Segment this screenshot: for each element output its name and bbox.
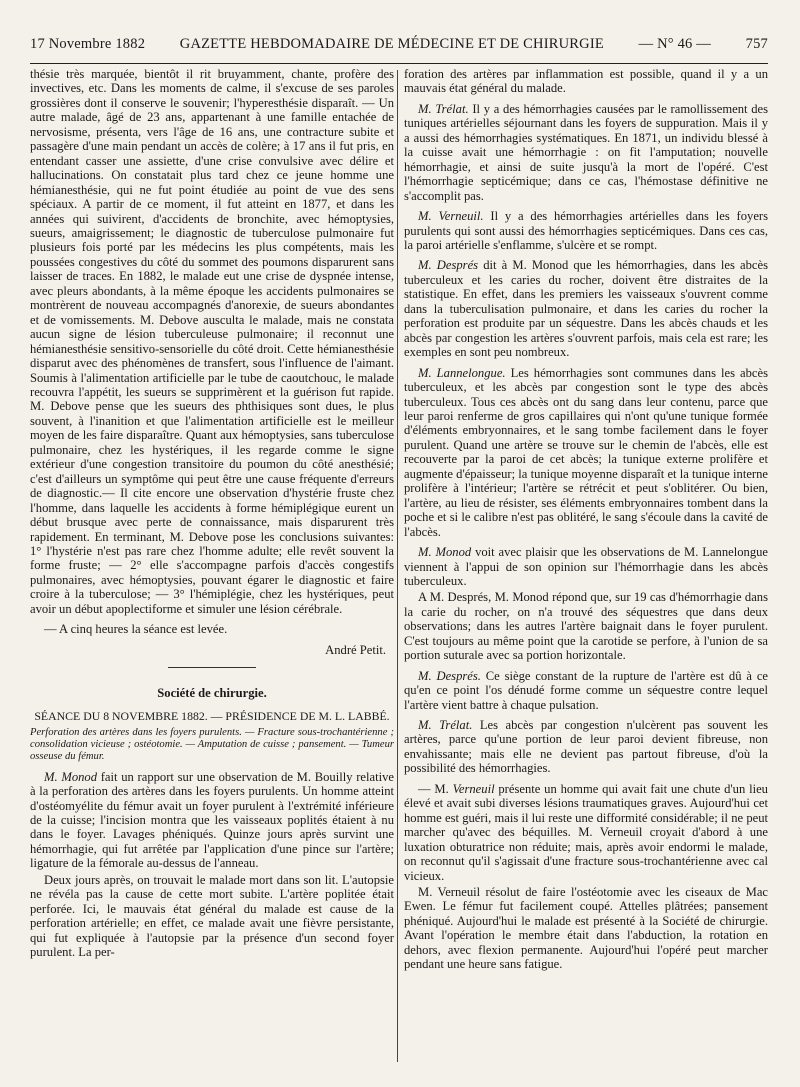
paragraph: [404, 102, 768, 203]
paragraph: [404, 718, 768, 776]
running-header: [30, 36, 768, 60]
speaker-name: M. Lannelongue.: [418, 365, 506, 380]
dash-prefix: — M.: [418, 781, 453, 796]
paragraph-text: fait un rapport sur une observation de M. Bouilly relative à la perforation des artères dans les foyers purulents. Un homme atteint d'ostéomyélite du fémur avait un foyer purulent à l'extrémité inférieure de la cuisse; l'incision montra que les vaisseaux poplités étaient à nu dans le foyer. Lavages phéniqués. Quinze jours après survint une hémorrhagie, qui fut arrêtée par l'application d'une pince sur l'artère; ligature de la fémorale au-dessus de l'anneau.: [30, 769, 394, 871]
paragraph-text: Les abcès par congestion n'ulcèrent pas souvent les artères, parce qu'une portion de leur paroi devient fibreuse, non envahissante; mais elle ne devient pas partout fibreuse, d'où la possibilité des hémorrhagies.: [404, 718, 768, 776]
section-divider: [168, 667, 256, 668]
speaker-name: M. Després: [418, 258, 479, 273]
session-summary: Perforation des artères dans les foyers purulents. — Fracture sous-trochantérienne ; consolidation vicieuse ; ostéotomie. — Amputation de cuisse ; pansement. — Tumeur osseuse du fémur.: [30, 727, 394, 763]
column-divider: [397, 70, 398, 1062]
speaker-name: M. Després.: [418, 668, 481, 683]
speaker-name: M. Trélat.: [418, 718, 473, 733]
paragraph-text: dit à M. Monod que les hémorrhagies, dans les abcès tuberculeux et les caries du rocher, doivent être distraites de la statistique. En effet, dans les premiers les vaisseaux s'ouvrent comme dans la tuberculisation pulmonaire, et dans les caries du rocher la perforation est produite par un séquestre. Dans les abcès chauds et les abcès par congestion les artères s'ouvrent parfois, mais cela est rare; les exemples en sont peu nombreux.: [404, 258, 768, 360]
speaker-name: Verneuil: [452, 781, 495, 796]
paragraph: [404, 545, 768, 588]
right-column: [404, 67, 768, 974]
signature: André Petit.: [325, 642, 386, 657]
paragraph: [404, 669, 768, 712]
paragraph-text: Ce siège constant de la rupture de l'artère est dû à ce qu'en ce point l'os dénudé forme comme un séquestre contre lequel l'artère vient battre à chaque pulsation.: [404, 668, 768, 712]
header-rule: [30, 63, 768, 64]
speaker-name: M. Monod: [44, 769, 98, 784]
paragraph: M. Verneuil résolut de faire l'ostéotomie avec les ciseaux de Mac Ewen. Le fémur fut facilement coupé. Attelles plâtrées; pansement phéniqué. Aujourd'hui le malade est présenté à la Société de chirurgie. Avant l'opération le membre était dans l'abduction, la rotation en dehors, avec flexion permanente. Aujourd'hui l'opéré peut marcher pendant une heure sans fatigue.: [404, 885, 768, 972]
paragraph: Deux jours après, on trouvait le malade mort dans son lit. L'autopsie ne révéla pas la cause de cette mort subite. L'artère poplitée était perforée. Ici, le mauvais état général du malade est cause de la perforation artérielle; en effet, ce malade avait une fièvre persistante, qui fut expliquée à l'autopsie par la présence d'un second foyer purulent. La per-: [30, 872, 394, 960]
left-column: [30, 67, 394, 962]
paragraph: [30, 770, 394, 871]
header-issue-number: — N° 46 —: [638, 36, 712, 52]
paragraph-text: présente un homme qui avait fait une chute d'un lieu élevé et avait subi diverses lésions traumatiques graves. Aujourd'hui cet homme est guéri, mais il lui reste une difformité considérable; il ne peut marcher qu'avec des béquilles. M. Verneuil croyait d'abord à une luxation obturatrice non réduite; mais, après avoir endormi le malade, on reconnut qu'il s'agissait d'une fracture sous-trochantérienne avec cal vicieux.: [404, 781, 768, 883]
paragraph: [404, 782, 768, 883]
paragraph-text: Les hémorrhagies sont communes dans les abcès tuberculeux, et les abcès par congestion sont le type des abcès tuberculeux. Tous ces abcès ont du sang dans leur contenu, parce que leur paroi renferme de gros capillaires qui n'ont qu'une tunique formée d'éléments embryonnaires, et le sang tombe facilement dans le foyer purulent. Quand une artère se trouve sur le chemin de l'abcès, elle est recouverte par la paroi de cet abcès; la tunique externe prolifère et augmente d'épaisseur; la tunique moyenne disparaît et la tunique interne prolifère à l'intérieur; l'artère se rétrécit et peut s'oblitérer. Ou bien, l'artère, au lieu de résister, ses éléments embryonnaires tombent dans la poche et si le calibre n'est pas oblitéré, le sang s'écoule dans la cavité de l'abcès.: [404, 365, 768, 539]
paragraph-text: Il y a des hémorrhagies causées par le ramollissement des tuniques artérielles séjournant dans les foyers de suppuration. Mais il y a aussi des hémorrhagies systématiques. En 1871, un individu blessé à la cuisse avait une hémorrhagie : on fit l'amputation; nouvelle hémorrhagie, et ainsi de suite jusqu'à la mort de l'opéré. C'est l'hémorrhagie septicémique; dans ce cas, l'hémostase définitive ne s'accomplit pas.: [404, 101, 769, 203]
header-date: 17 Novembre 1882: [30, 36, 146, 52]
paragraph: thésie très marquée, bientôt il rit bruyamment, chante, profère des invectives, etc. Dans les moments de calme, il s'excuse de ses paroles grossières dont il conserve le souvenir; l'hyperesthésie disparaît. — Un autre malade, âgé de 23 ans, appartenant à une famille entachée de nervosisme, présenta, vers l'âge de 16 ans, une contracture subite et passagère d'une main pendant un accès de colère; à 17 ans il fut pris, en entendant casser une assiette, d'une crise convulsive avec délire et hallucinations. On constatait plus tard chez ce jeune homme une hémianesthésie, qui ne fut point étudiée au point de vue des sens spéciaux. A partir de ce moment, il fut atteint en 1877, et dans les années qui suivirent, d'accidents de bronchite, avec hémoptysies, sueurs, amaigrissement; le diagnostic de tuberculose pulmonaire fut plusieurs fois porté par les médecins les plus compétents, mais les poussées congestives du côté du sommet des poumons disparurent sans laisser de traces. En 1882, le malade eut une crise de dyspnée intense, avec pleurs abondants, à la même époque les accidents pulmonaires se montrèrent de nouveau accompagnés d'anorexie, de sueurs abondantes et de vomissements. M. Debove ausculta le malade, mais ne constata aucun signe de lésion tuberculeuse pulmonaire; il reconnut une hémianesthésie sensitivo-sensorielle du côté droit. Cette hémianesthésie disparut avec des phénomènes de transfert, sous l'influence de l'aimant. Soumis à l'alimentation artificielle par le tube de caoutchouc, le malade recouvra l'appétit, les sueurs se supprimèrent et la guérison fut rapide. M. Debove pense que les sueurs des phthisiques sont dues, le plus souvent, à l'inanition et que l'alimentation artificielle est le meilleur moyen de les faire disparaître. Quant aux hémoptysies, sans tuberculose pulmonaire, chez les hystériques, il les regarde comme le signe extérieur d'une congestion transitoire du poumon du côté anesthésié; c'est d'ailleurs un symptôme qui peut être une cause fréquente d'erreurs de diagnostic.— Il cite encore une observation d'hystérie fruste chez l'homme, dans laquelle les accidents à forme hémiplégique eurent un début brusque avec perte de connaissance, mais disparurent très rapidement. En terminant, M. Debove pose les conclusions suivantes: 1° l'hystérie n'est pas rare chez l'homme adulte; elle revêt souvent la forme fruste; — 2° elle s'accompagne parfois d'accès congestifs pulmonaires, avec hémoptysies, pouvant égarer le diagnostic et faire croire à la tuberculose; — 3° l'hémiplégie, chez les hystériques, peut avoir un début apoplectiforme et simuler une lésion cérébrale.: [30, 67, 394, 616]
closing-line: — A cinq heures la séance est levée.: [44, 622, 228, 637]
session-line: SÉANCE DU 8 NOVEMBRE 1882. — PRÉSIDENCE DE M. L. LABBÉ.: [34, 708, 390, 723]
paragraph: foration des artères par inflammation est possible, quand il y a un mauvais état général du malade.: [404, 67, 768, 96]
header-journal-title: GAZETTE HEBDOMADAIRE DE MÉDECINE ET DE CHIRURGIE: [179, 36, 604, 52]
speaker-name: M. Verneuil.: [418, 209, 484, 224]
speaker-name: M. Trélat.: [418, 101, 469, 116]
header-page-number: 757: [745, 36, 768, 52]
paragraph: [404, 258, 768, 359]
speaker-name: M. Monod: [418, 545, 472, 560]
paragraph: A M. Després, M. Monod répond que, sur 19 cas d'hémorrhagie dans la carie du rocher, on n'a trouvé des séquestres que dans deux observations; dans les autres l'artère baignait dans le foyer purulent. C'est toujours au même point que la carotide se perfore, à l'union de sa portion suturale avec sa portion horizontale.: [404, 590, 768, 663]
section-heading: Société de chirurgie.: [157, 686, 267, 701]
paragraph-text: Il y a des hémorrhagies artérielles dans les foyers purulents qui sont aussi des hémorrhagies septicémiques. Dans ces cas, la paroi artérielle s'enflamme, s'ulcère et se rompt.: [404, 209, 769, 252]
paragraph-text: voit avec plaisir que les observations de M. Lannelongue viennent à l'appui de son opinion sur l'hémorrhagie dans les abcès tuberculeux.: [404, 545, 769, 588]
paragraph: [404, 209, 768, 252]
paragraph: [404, 366, 768, 539]
